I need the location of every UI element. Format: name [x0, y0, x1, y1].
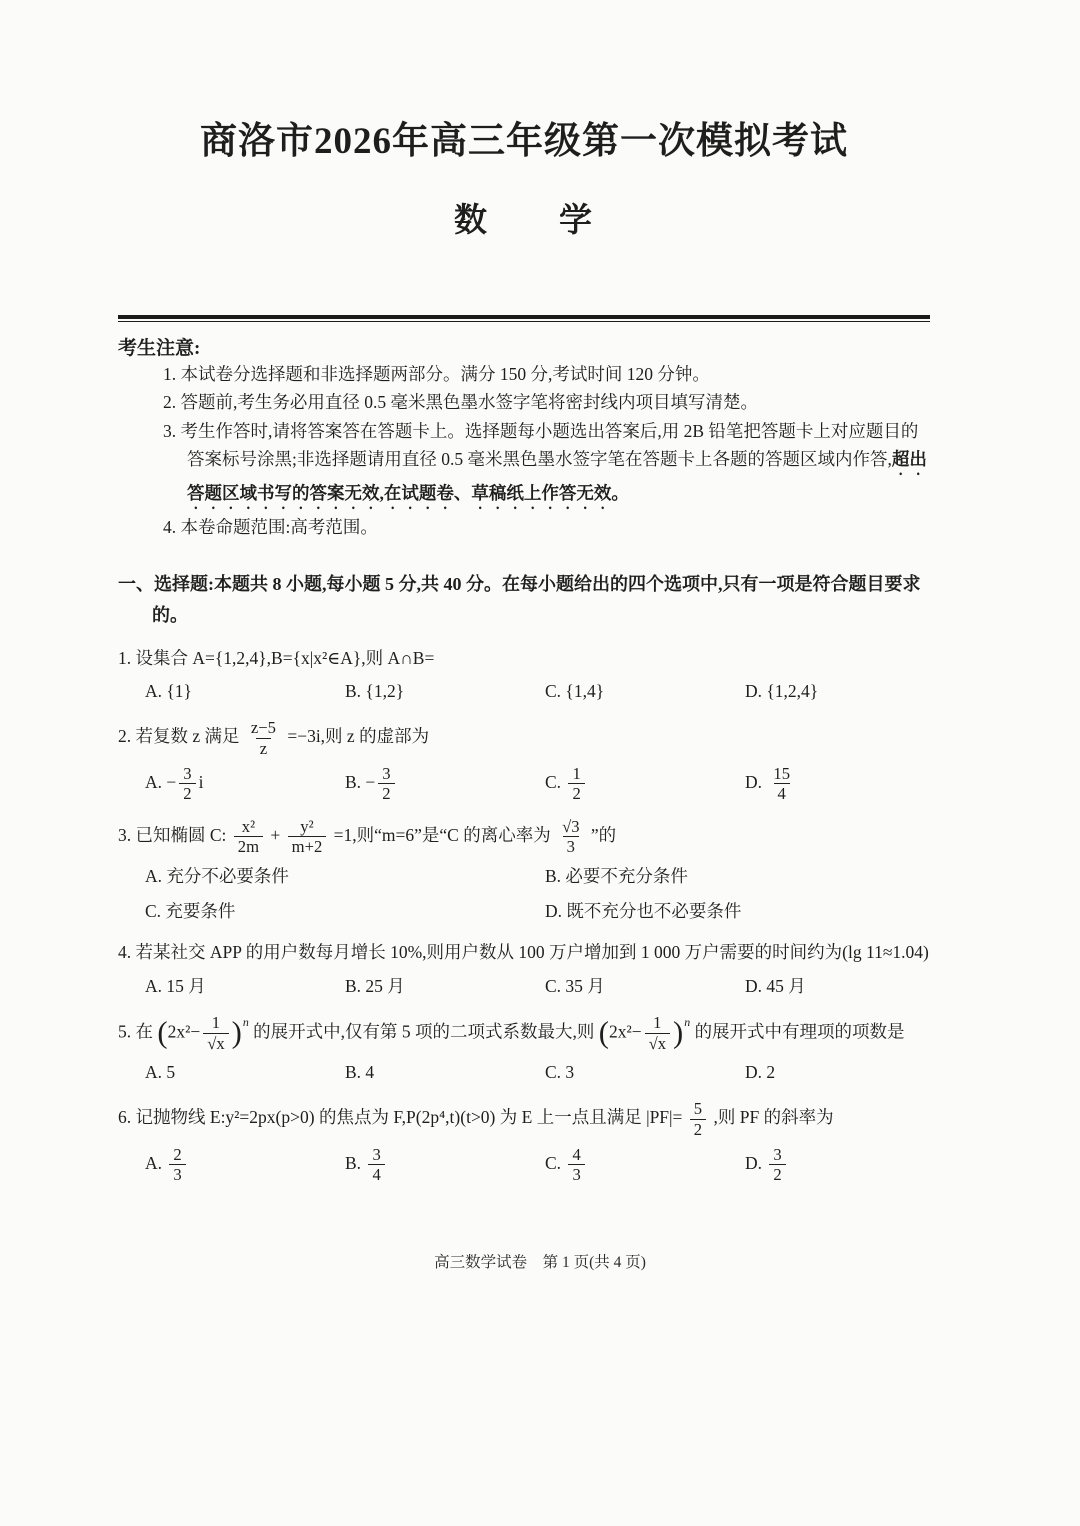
question-5-stem-pre: 5. 在 [118, 1021, 153, 1042]
notice-heading: 考生注意: [118, 338, 201, 359]
fraction-numerator: x² [241, 816, 256, 836]
option-label: C. [545, 771, 566, 792]
divider-thick-line [118, 315, 930, 319]
option-label: A. [145, 1152, 167, 1173]
fraction-numerator: 2 [173, 1144, 182, 1164]
fraction-denominator: z [256, 738, 271, 759]
question-2-stem [118, 718, 930, 758]
question-6-option-b [345, 1145, 545, 1185]
question-4-option-d: D. 45 月 [745, 975, 806, 996]
question-2-stem-pre: 2. 若复数 z 满足 [118, 726, 240, 747]
question-1-option-b: B. {1,2} [345, 681, 405, 702]
notice-item-3-text: 3. 考生作答时,请将答案答在答题卡上。选择题每小题选出答案后,用 2B 铅笔把答题卡上对应题目的答案标号涂黑;非选择题请用直径 0.5 毫米黑色墨水签字笔在答题卡上各题的答题区域内作答, [163, 420, 919, 470]
question-6-option-c [545, 1145, 745, 1185]
fraction [368, 1145, 384, 1185]
question-3-option-b: B. 必要不充分条件 [545, 866, 688, 887]
question-3-stem-mid2: =1,则“m=6”是“C 的离心率为 [333, 825, 551, 845]
exam-title: 商洛市2026年高三年级第一次模拟考试 [200, 121, 848, 162]
question-5-option-c: C. 3 [545, 1062, 575, 1083]
option-label: D. [745, 1152, 767, 1173]
fraction-denominator: m+2 [288, 836, 327, 857]
option-suffix: i [198, 771, 204, 792]
right-parenthesis: ) [673, 1015, 684, 1050]
question-5-option-d: D. 2 [745, 1062, 776, 1083]
option-label: B. [345, 1152, 366, 1173]
fraction-numerator: 3 [372, 1144, 381, 1164]
option-label: A. − [145, 771, 177, 792]
fraction [247, 718, 280, 758]
divider-thin-line [118, 321, 930, 322]
question-3-stem-post: ”的 [590, 825, 617, 845]
question-2-option-a [145, 764, 345, 804]
fraction [568, 1145, 584, 1185]
fraction-numerator: 15 [773, 763, 790, 783]
fraction [645, 1013, 670, 1053]
fraction-denominator: 2m [234, 836, 263, 857]
question-3-stem-pre: 3. 已知椭圆 C: [118, 825, 227, 845]
fraction-denominator: √x [203, 1033, 228, 1054]
question-2-stem-post: =−3i,则 z 的虚部为 [287, 726, 430, 747]
question-3-option-a: A. 充分不必要条件 [145, 866, 289, 887]
left-parenthesis: ( [598, 1015, 609, 1050]
question-5-option-a: A. 5 [145, 1062, 176, 1083]
question-4-options [145, 972, 930, 1000]
fraction-denominator: 2 [568, 783, 584, 804]
fraction-numerator: 4 [572, 1144, 581, 1164]
fraction-denominator: 2 [690, 1119, 706, 1140]
question-3-options [145, 862, 930, 925]
question-5-option-b: B. 4 [345, 1062, 375, 1083]
question-6-option-d [745, 1145, 930, 1185]
option-label: D. [745, 771, 767, 792]
question-1-stem: 1. 设集合 A={1,2,4},B={x|x²∈A},则 A∩B= [118, 647, 435, 668]
notice-item-3-emphasized-text: 超出答题区域书写的答案无效,在试题卷、草稿纸上作答无效。 [187, 449, 927, 504]
fraction [558, 817, 583, 857]
question-3-stem-mid1: + [270, 825, 281, 845]
fraction-numerator: 1 [653, 1013, 662, 1033]
left-parenthesis: ( [157, 1015, 168, 1050]
question-2-options [145, 764, 930, 804]
question-5-options [145, 1058, 930, 1086]
question-6-stem-post: ,则 PF 的斜率为 [713, 1107, 834, 1128]
notice-item-2: 2. 答题前,考生务必用直径 0.5 毫米黑色墨水签字笔将密封线内项目填写清楚。 [163, 392, 758, 413]
fraction-numerator: √3 [562, 816, 580, 836]
option-label: B. − [345, 771, 376, 792]
question-6-option-a [145, 1145, 345, 1185]
question-1 [118, 644, 930, 706]
question-5-stem-post: 的展开式中有理项的项数是 [694, 1021, 905, 1042]
question-4-stem: 4. 若某社交 APP 的用户数每月增长 10%,则用户数从 100 万户增加到 1 000 万户需要的时间约为(lg 11≈1.04) [118, 942, 929, 963]
fraction-numerator: z−5 [250, 718, 276, 738]
fraction [203, 1013, 228, 1053]
fraction-denominator: 2 [769, 1164, 785, 1185]
question-4-option-c: C. 35 月 [545, 975, 605, 996]
right-parenthesis: ) [231, 1015, 242, 1050]
question-3-stem [118, 817, 930, 857]
fraction-denominator: 4 [368, 1164, 384, 1185]
question-2-option-b [345, 764, 545, 804]
header-divider [118, 315, 930, 322]
exponent: n [684, 1014, 691, 1029]
page-footer: 高三数学试卷 第 1 页(共 4 页) [434, 1254, 646, 1271]
question-4-option-a: A. 15 月 [145, 975, 206, 996]
notice-item-4: 4. 本卷命题范围:高考范围。 [163, 517, 378, 538]
question-5-expression: 2x²− [608, 1021, 642, 1042]
question-5-stem-mid: 的展开式中,仅有第 5 项的二项式系数最大,则 [253, 1021, 595, 1042]
fraction-numerator: 3 [773, 1144, 782, 1164]
question-4-option-b: B. 25 月 [345, 975, 405, 996]
fraction-numerator: y² [300, 816, 314, 836]
question-3-option-d: D. 既不充分也不必要条件 [545, 901, 742, 922]
exponent: n [242, 1014, 249, 1029]
question-4 [118, 938, 930, 1000]
question-6 [118, 1099, 930, 1184]
fraction-denominator: √x [645, 1033, 670, 1054]
fraction [378, 764, 394, 804]
question-1-options [145, 677, 930, 705]
notice-item-1: 1. 本试卷分选择题和非选择题两部分。满分 150 分,考试时间 120 分钟。 [163, 364, 710, 384]
question-2-option-c [545, 764, 745, 804]
question-6-stem-pre: 6. 记抛物线 E:y²=2px(p>0) 的焦点为 F,P(2p⁴,t)(t>0) 为 E 上一点且满足 |PF|= [118, 1107, 683, 1128]
fraction [288, 817, 327, 857]
fraction-denominator: 3 [563, 836, 579, 857]
question-6-stem [118, 1099, 930, 1139]
fraction [179, 764, 195, 804]
fraction [169, 1145, 185, 1185]
fraction [769, 764, 794, 804]
fraction-numerator: 5 [693, 1099, 703, 1119]
fraction-numerator: 1 [572, 763, 581, 783]
fraction-denominator: 3 [169, 1164, 185, 1185]
fraction [769, 1145, 785, 1185]
notice-item-3 [163, 417, 930, 513]
question-5-expression: 2x²− [167, 1021, 201, 1042]
fraction-denominator: 2 [378, 783, 394, 804]
question-5-stem [118, 1013, 930, 1053]
fraction-numerator: 3 [183, 763, 192, 783]
fraction [690, 1099, 706, 1139]
fraction-denominator: 2 [179, 783, 195, 804]
fraction [568, 764, 584, 804]
option-label: C. [545, 1152, 566, 1173]
question-2-option-d [745, 764, 930, 804]
question-5 [118, 1013, 930, 1086]
fraction-denominator: 3 [568, 1164, 584, 1185]
question-1-option-c: C. {1,4} [545, 681, 605, 702]
question-1-option-a: A. {1} [145, 681, 192, 702]
question-3 [118, 817, 930, 925]
question-3-option-c: C. 充要条件 [145, 901, 236, 922]
fraction-denominator: 4 [774, 783, 790, 804]
exam-subject: 数 学 [454, 203, 594, 239]
fraction-numerator: 1 [211, 1013, 221, 1033]
fraction-numerator: 3 [382, 763, 391, 783]
fraction [234, 817, 263, 857]
question-1-option-d: D. {1,2,4} [745, 681, 819, 702]
question-2 [118, 718, 930, 803]
section-1-heading: 一、选择题:本题共 8 小题,每小题 5 分,共 40 分。在每小题给出的四个选项中,只有一项是符合题目要求的。 [118, 574, 921, 625]
question-6-options [145, 1145, 930, 1185]
